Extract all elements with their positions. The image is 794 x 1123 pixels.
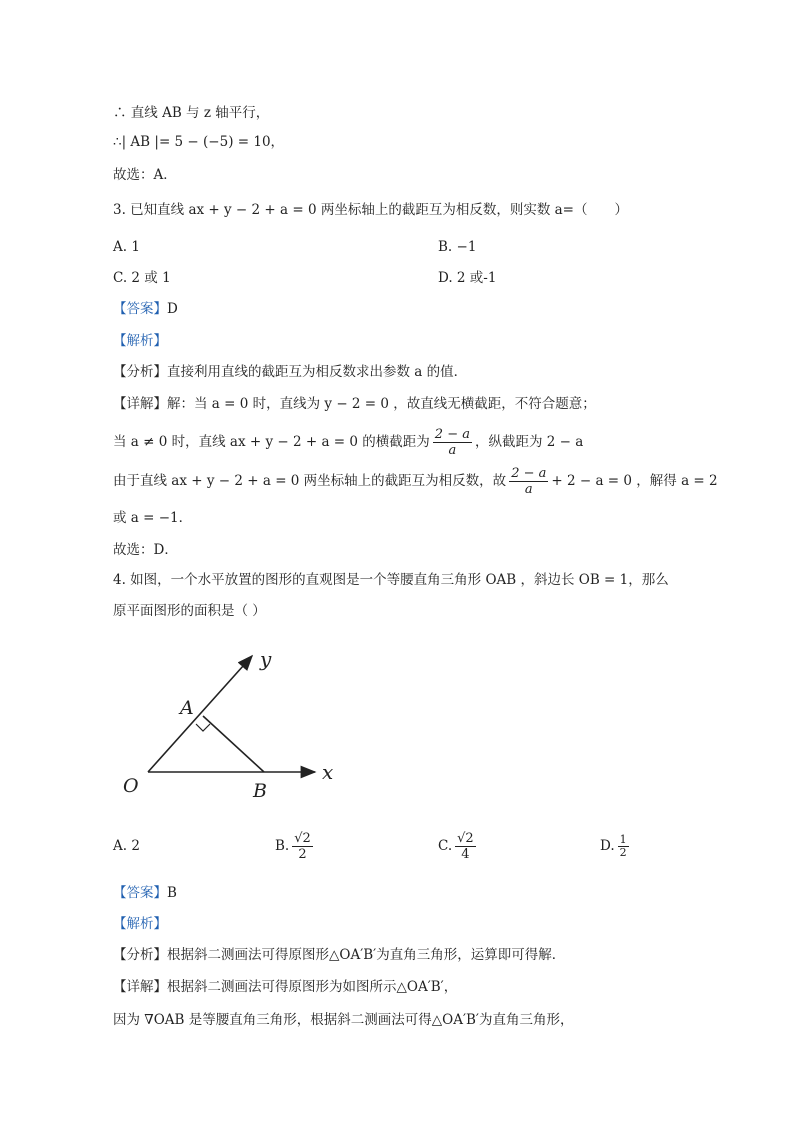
q4-detail-line-1 (113, 977, 457, 997)
label-o: O (123, 775, 139, 797)
q4-option-c-label: C. (438, 838, 453, 854)
q4-option-a: A. 2 (113, 838, 140, 854)
q3-detail-2b: ，纵截距为 2 − a (474, 434, 584, 450)
q3-option-d: D. 2 或-1 (438, 270, 497, 286)
q3-answer: D (167, 301, 178, 317)
q3-detail-3b: + 2 − a = 0 ，解得 a = 2 (551, 473, 718, 489)
y-axis (148, 656, 252, 772)
q3-fraction-2-den: a (524, 482, 533, 497)
q3-detail-line-4: 或 a = −1． (113, 510, 193, 526)
q4-fenxi-line (113, 945, 565, 965)
q4-answer-line (113, 883, 177, 903)
q3-fraction-2-num: 2 − a (511, 466, 547, 481)
q4-stem-line-1: 4. 如图，一个水平放置的图形的直观图是一个等腰直角三角形 OAB ，斜边长 OB = 1，那么 (113, 572, 669, 588)
q3-stem: 3. 已知直线 ax + y − 2 + a = 0 两坐标轴上的截距互为相反数，则实数 a=（ ） (113, 202, 628, 218)
q4-answer-tag: 【答案】 (113, 885, 167, 901)
q3-fraction-1-den: a (448, 443, 457, 458)
q4-option-d-num: 1 (619, 833, 627, 846)
q3-fenxi-line (113, 362, 467, 382)
prev-line-2: ∴| AB |= 5 − (−5) = 10， (113, 134, 285, 150)
prev-line-1: ∴ 直线 AB 与 z 轴平行， (113, 105, 270, 121)
q3-detail-line-5: 故选：D． (113, 542, 178, 558)
q3-fraction-1 (433, 427, 472, 458)
q4-detail-line-2: 因为 ∇OAB 是等腰直角三角形，根据斜二测画法可得△OA′B′为直角三角形， (113, 1012, 574, 1028)
q4-analysis-label: 【解析】 (113, 916, 167, 932)
q4-option-c (438, 822, 479, 870)
q4-option-c-den: 4 (461, 847, 470, 862)
q4-fenxi-tag: 【分析】 (113, 947, 167, 963)
q4-figure (110, 640, 350, 810)
segment-ab (203, 716, 264, 772)
label-a: A (180, 697, 194, 719)
q4-option-d (600, 822, 632, 870)
q3-option-c: C. 2 或 1 (113, 270, 171, 286)
label-x: x (322, 760, 334, 784)
q3-analysis-tag (113, 331, 167, 351)
q3-fraction-1-num: 2 − a (434, 427, 470, 442)
q4-analysis-tag (113, 914, 167, 934)
q3-option-a: A. 1 (113, 239, 140, 255)
q3-detail-text-1: 解：当 a = 0 时，直线为 y − 2 = 0 ，故直线无横截距，不符合题意； (167, 396, 596, 412)
label-y: y (260, 647, 272, 671)
prev-line-3: 故选：A． (113, 167, 177, 183)
q4-detail-tag: 【详解】 (113, 979, 167, 995)
q3-detail-3a: 由于直线 ax + y − 2 + a = 0 两坐标轴上的截距互为相反数，故 (113, 473, 507, 489)
q4-fenxi-text: 根据斜二测画法可得原图形△OA′B′为直角三角形，运算即可得解． (167, 947, 566, 963)
q3-detail-tag: 【详解】 (113, 396, 167, 412)
q3-detail-line-2 (113, 425, 583, 459)
q3-analysis-label: 【解析】 (113, 333, 167, 349)
right-angle-mark (196, 724, 210, 731)
q4-option-c-num: √2 (457, 831, 474, 846)
q4-answer: B (167, 885, 177, 901)
q3-detail-line-1 (113, 394, 596, 414)
label-b: B (253, 780, 267, 802)
q4-detail-text-1: 根据斜二测画法可得原图形为如图所示△OA′B′， (167, 979, 458, 995)
q4-option-b-den: 2 (298, 847, 307, 862)
q3-detail-line-3 (113, 464, 718, 498)
q4-stem-line-2: 原平面图形的面积是（ ） (113, 603, 266, 619)
q3-fraction-2 (509, 466, 548, 497)
q4-option-b-label: B. (275, 838, 290, 854)
q3-option-b: B. −1 (438, 239, 477, 255)
q4-option-d-fraction (618, 834, 629, 859)
q3-fenxi-text: 直接利用直线的截距互为相反数求出参数 a 的值． (167, 364, 468, 380)
q3-answer-line (113, 299, 178, 319)
q4-option-b (275, 822, 316, 870)
q4-option-c-fraction (455, 831, 476, 862)
q4-option-b-fraction (292, 831, 313, 862)
q3-fenxi-tag: 【分析】 (113, 364, 167, 380)
q3-answer-tag: 【答案】 (113, 301, 167, 317)
q4-option-d-label: D. (600, 838, 615, 854)
q3-detail-2a: 当 a ≠ 0 时，直线 ax + y − 2 + a = 0 的横截距为 (113, 434, 430, 450)
q4-option-d-den: 2 (619, 846, 627, 859)
q4-option-b-num: √2 (294, 831, 311, 846)
